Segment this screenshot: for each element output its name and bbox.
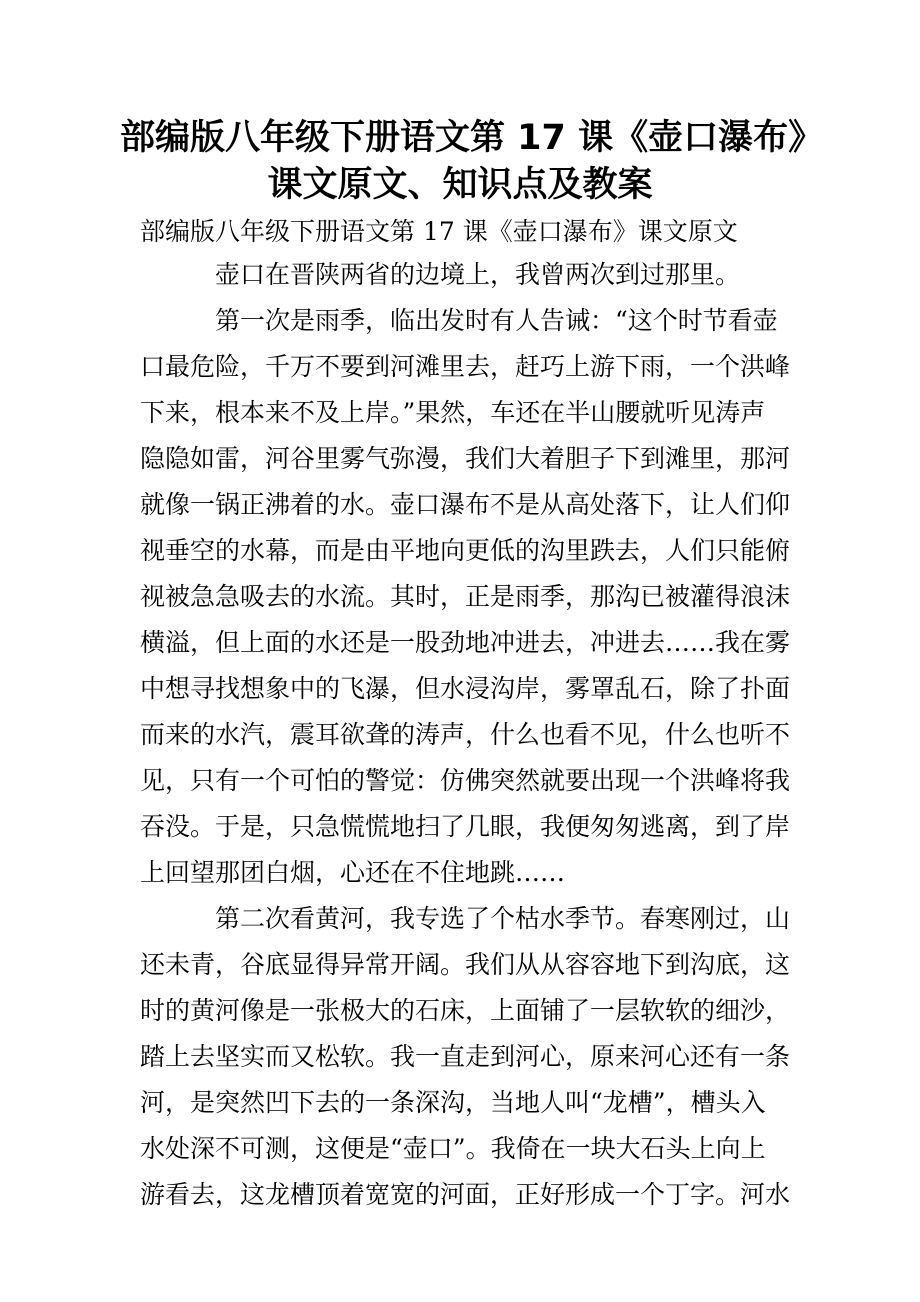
paragraph-line: 游看去，这龙槽顶着宽宽的河面，正好形成一个丁字。河水: [140, 1180, 791, 1209]
paragraph-line: 横溢，但上面的水还是一股劲地冲进去，冲进去……我在雾: [140, 628, 791, 657]
paragraph-line: 还未青，谷底显得异常开阔。我们从从容容地下到沟底，这: [140, 950, 791, 979]
paragraph-line: 水处深不可测，这便是“壶口”。我倚在一块大石头上向上: [140, 1134, 766, 1163]
paragraph-line: 视被急急吸去的水流。其时，正是雨季，那沟已被灌得浪沫: [140, 582, 791, 611]
paragraph-line: 而来的水汽，震耳欲聋的涛声，什么也看不见，什么也听不: [140, 720, 791, 749]
paragraph-line: 踏上去坚实而又松软。我一直走到河心，原来河心还有一条: [140, 1042, 791, 1071]
paragraph-line: 河，是突然凹下去的一条深沟，当地人叫“龙槽”，槽头入: [140, 1088, 766, 1117]
paragraph-line: 第二次看黄河，我专选了个枯水季节。春寒刚过，山: [215, 904, 791, 933]
paragraph-line: 口最危险，千万不要到河滩里去，赶巧上游下雨，一个洪峰: [140, 352, 791, 381]
paragraph-line: 壶口在晋陕两省的边境上，我曾两次到过那里。: [215, 260, 741, 289]
paragraph-line: 中想寻找想象中的飞瀑，但水浸沟岸，雾罩乱石，除了扑面: [140, 674, 791, 703]
document-title-line-1: 部编版八年级下册语文第 17 课《壶口瀑布》: [120, 118, 824, 158]
paragraph-line: 上回望那团白烟，心还在不住地跳……: [140, 858, 566, 887]
paragraph-line: 下来，根本来不及上岸。”果然，车还在半山腰就听见涛声: [140, 398, 766, 427]
paragraph-line: 就像一锅正沸着的水。壶口瀑布不是从高处落下，让人们仰: [140, 490, 791, 519]
paragraph-line: 第一次是雨季，临出发时有人告诫：“这个时节看壶: [215, 306, 778, 335]
document-title-line-2: 课文原文、知识点及教案: [267, 165, 653, 205]
paragraph-line: 隐隐如雷，河谷里雾气弥漫，我们大着胆子下到滩里，那河: [140, 444, 791, 473]
paragraph-line: 吞没。于是，只急慌慌地扫了几眼，我便匆匆逃离，到了岸: [140, 812, 791, 841]
paragraph-line: 时的黄河像是一张极大的石床，上面铺了一层软软的细沙，: [140, 996, 791, 1025]
section-heading: 部编版八年级下册语文第 17 课《壶口瀑布》课文原文: [140, 217, 738, 246]
paragraph-line: 视垂空的水幕，而是由平地向更低的沟里跌去，人们只能俯: [140, 536, 791, 565]
paragraph-line: 见，只有一个可怕的警觉：仿佛突然就要出现一个洪峰将我: [140, 766, 791, 795]
